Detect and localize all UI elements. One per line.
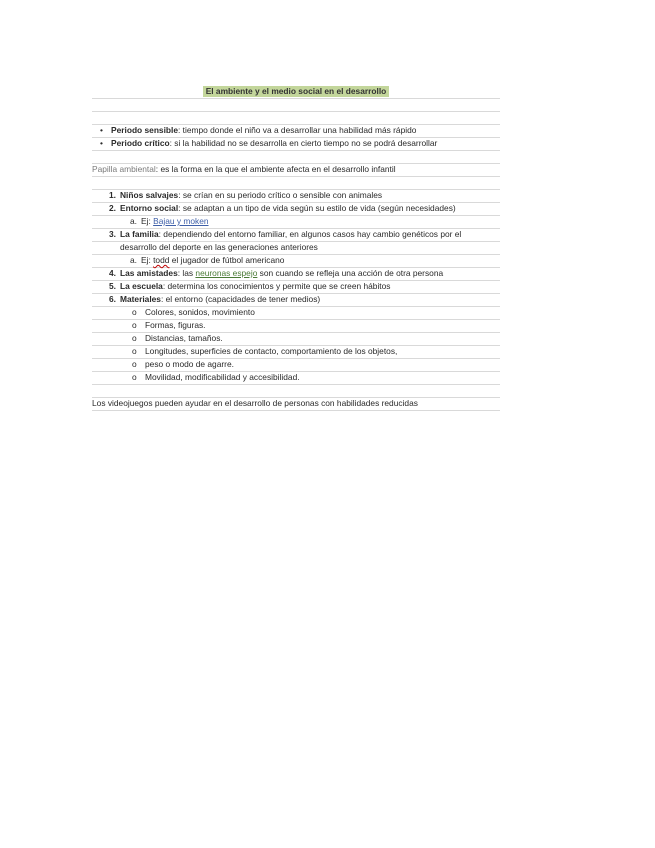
todd-word: todd xyxy=(153,255,170,265)
papilla-line xyxy=(92,164,500,177)
material-text: Formas, figuras. xyxy=(145,320,206,330)
material-text: Colores, sonidos, movimiento xyxy=(145,307,255,317)
circle-bullet: o xyxy=(132,372,137,382)
list-number: 4. xyxy=(109,268,116,278)
list-item xyxy=(92,294,500,307)
circle-bullet: o xyxy=(132,307,137,317)
list-number: 5. xyxy=(109,281,116,291)
bullet-term: Periodo crítico xyxy=(111,138,170,148)
bullet-item xyxy=(92,138,500,151)
list-term: Entorno social xyxy=(120,203,179,213)
sub-item xyxy=(92,216,500,229)
list-term: La escuela xyxy=(120,281,163,291)
bullet-text: : si la habilidad no se desarrolla en cierto tiempo no se podrá desarrollar xyxy=(169,138,438,148)
bullet-term: Periodo sensible xyxy=(111,125,179,135)
material-item xyxy=(92,346,500,359)
blank-line xyxy=(92,99,500,112)
list-item xyxy=(92,190,500,203)
bullet-mark: • xyxy=(100,138,103,148)
material-item xyxy=(92,320,500,333)
blank-line xyxy=(92,385,500,398)
title-line xyxy=(92,86,500,99)
bajau-link[interactable]: Bajau y moken xyxy=(153,216,209,226)
bullet-mark: • xyxy=(100,125,103,135)
list-text: : el entorno (capacidades de tener medios) xyxy=(160,294,321,304)
material-text: peso o modo de agarre. xyxy=(145,359,234,369)
list-text: son cuando se refleja una acción de otra persona xyxy=(257,268,444,278)
blank-line xyxy=(92,151,500,164)
material-text: Movilidad, modificabilidad y accesibilidad. xyxy=(145,372,300,382)
blank-line xyxy=(92,112,500,125)
neuronas-espejo-link[interactable]: neuronas espejo xyxy=(195,268,258,278)
material-item xyxy=(92,359,500,372)
sub-mark: a. xyxy=(130,216,137,226)
list-term: La familia xyxy=(120,229,159,239)
material-text: Distancias, tamaños. xyxy=(145,333,223,343)
circle-bullet: o xyxy=(132,320,137,330)
blank-line xyxy=(92,177,500,190)
list-term: Las amistades xyxy=(120,268,178,278)
material-item xyxy=(92,333,500,346)
sub-prefix: Ej: xyxy=(141,216,154,226)
document-title: El ambiente y el medio social en el desarrollo xyxy=(203,86,390,97)
circle-bullet: o xyxy=(132,359,137,369)
sub-text: el jugador de fútbol americano xyxy=(169,255,285,265)
list-number: 6. xyxy=(109,294,116,304)
list-item xyxy=(92,281,500,294)
sub-mark: a. xyxy=(130,255,137,265)
list-text: : determina los conocimientos y permite que se creen hábitos xyxy=(162,281,391,291)
list-text: : dependiendo del entorno familiar, en algunos casos hay cambio genéticos por el xyxy=(158,229,462,239)
material-item xyxy=(92,307,500,320)
list-text: : las xyxy=(177,268,196,278)
list-text-cont: desarrollo del deporte en las generaciones anteriores xyxy=(120,242,318,252)
material-item xyxy=(92,372,500,385)
list-number: 1. xyxy=(109,190,116,200)
list-number: 2. xyxy=(109,203,116,213)
material-text: Longitudes, superficies de contacto, comportamiento de los objetos, xyxy=(145,346,398,356)
list-text: : se adaptan a un tipo de vida según su estilo de vida (según necesidades) xyxy=(178,203,456,213)
circle-bullet: o xyxy=(132,346,137,356)
list-term: Materiales xyxy=(120,294,161,304)
circle-bullet: o xyxy=(132,333,137,343)
bullet-item xyxy=(92,125,500,138)
list-number: 3. xyxy=(109,229,116,239)
document-page xyxy=(92,86,500,411)
sub-item xyxy=(92,255,500,268)
papilla-text: : es la forma en la que el ambiente afecta en el desarrollo infantil xyxy=(155,164,396,174)
sub-prefix: Ej: xyxy=(141,255,154,265)
closing-line xyxy=(92,398,500,411)
list-item xyxy=(92,229,500,242)
list-term: Niños salvajes xyxy=(120,190,179,200)
list-item xyxy=(92,268,500,281)
list-item xyxy=(92,203,500,216)
papilla-term: Papilla ambiental xyxy=(92,164,156,174)
list-text: : se crían en su periodo crítico o sensible con animales xyxy=(178,190,383,200)
closing-text: Los videojuegos pueden ayudar en el desarrollo de personas con habilidades reducidas xyxy=(92,398,418,408)
bullet-text: : tiempo donde el niño va a desarrollar una habilidad más rápido xyxy=(178,125,417,135)
list-item-continued xyxy=(92,242,500,255)
